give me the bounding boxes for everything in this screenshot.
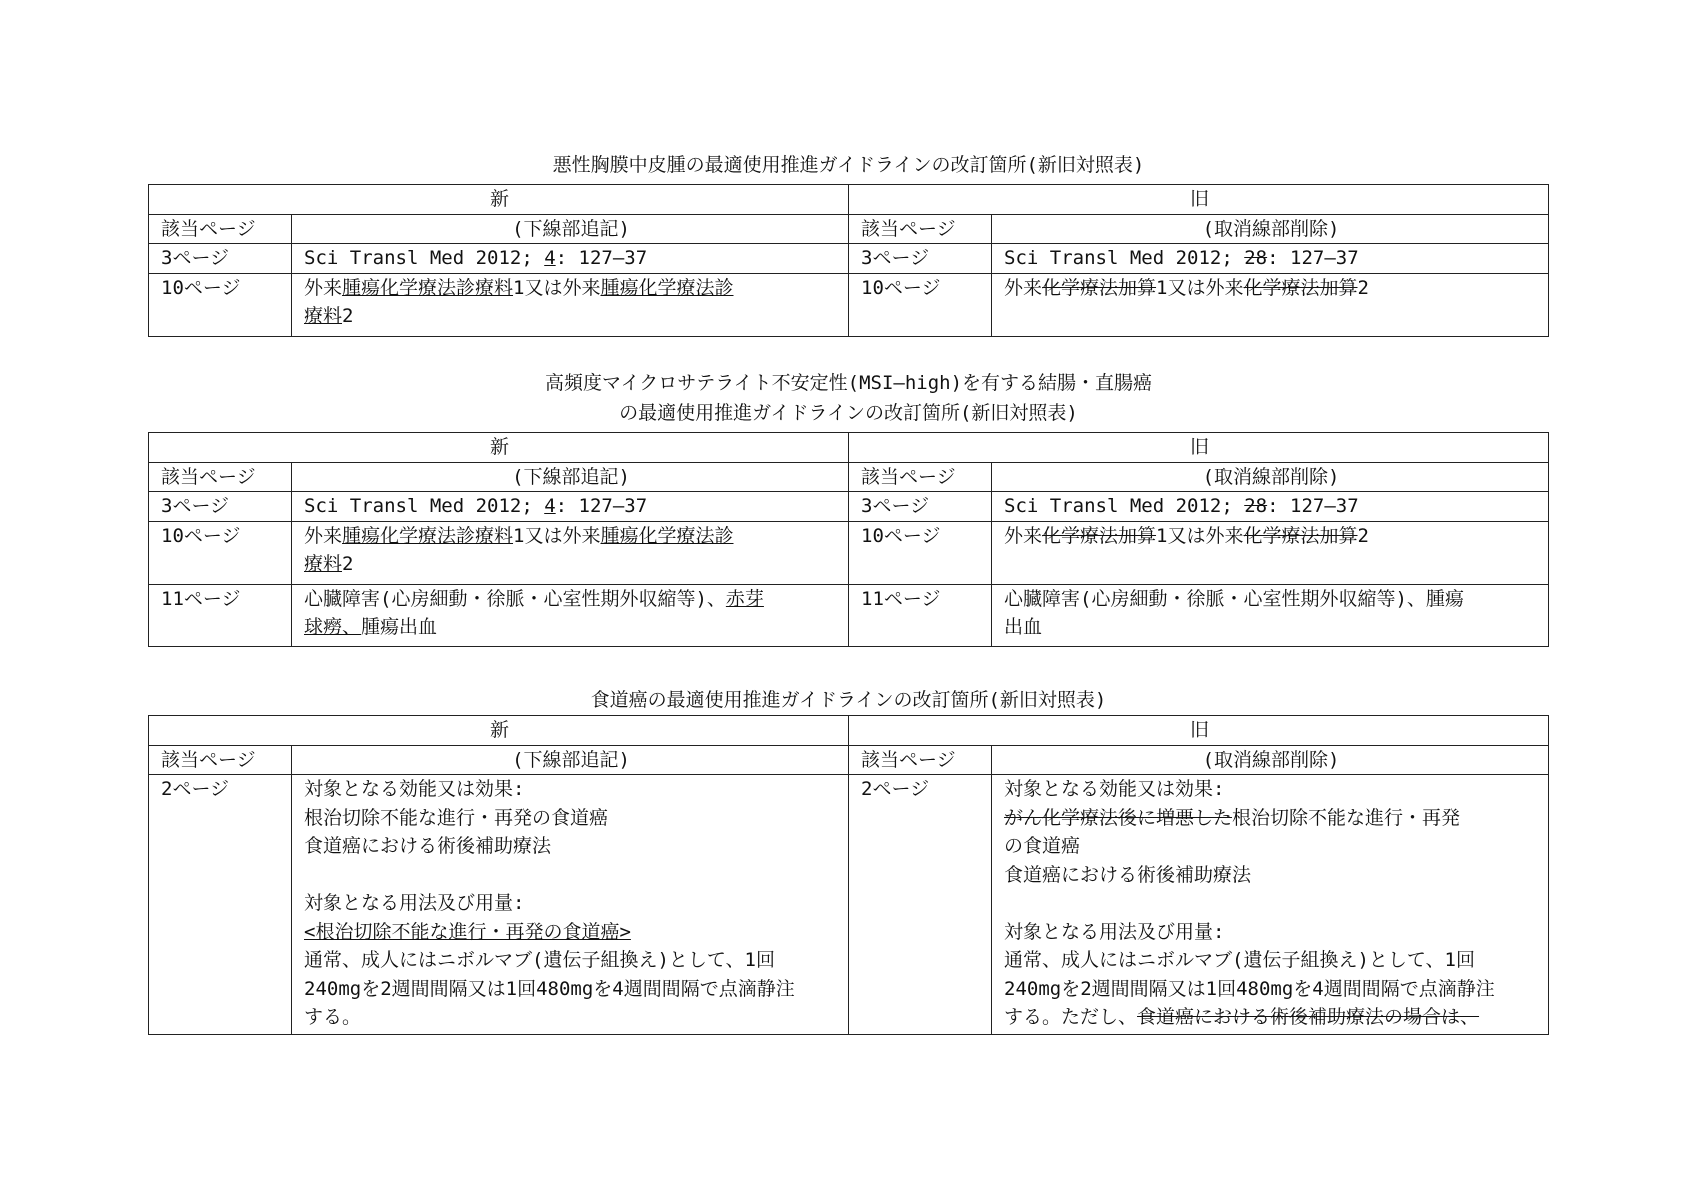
text-segment: : 127—37 (555, 247, 648, 269)
old-text-cell (992, 244, 1549, 274)
text-segment: 1又は外来 (1156, 276, 1244, 299)
old-page-cell: 3ページ (849, 244, 992, 274)
text-line (304, 889, 838, 918)
new-text-cell (292, 521, 849, 584)
deleted-text: 化学療法加算 (1243, 276, 1358, 299)
added-text: 療料 (304, 553, 343, 575)
old-note-label: (取消線部削除) (992, 214, 1549, 244)
text-line (1004, 492, 1538, 521)
title-line: の最適使用推進ガイドラインの改訂箇所(新旧対照表) (619, 402, 1078, 424)
deleted-text: 化学療法加算 (1042, 276, 1157, 299)
text-segment: 2 (342, 305, 354, 327)
table-row (149, 521, 1549, 584)
header-row (149, 185, 1549, 215)
page-column-label: 該当ページ (849, 745, 992, 775)
text-segment: 1又は外来 (513, 524, 601, 547)
text-line (304, 861, 838, 890)
text-line (1004, 274, 1538, 303)
old-text-cell (992, 492, 1549, 522)
new-text-cell (292, 244, 849, 274)
comparison-table (148, 715, 1549, 1035)
text-line (304, 946, 838, 975)
new-page-cell: 2ページ (149, 775, 292, 1035)
text-line (1004, 804, 1538, 833)
old-page-cell: 10ページ (849, 521, 992, 584)
text-segment: する。ただし、 (1004, 1006, 1138, 1028)
text-line (1004, 975, 1538, 1004)
new-note-label: (下線部追記) (292, 214, 849, 244)
text-segment: 外来 (1004, 276, 1043, 299)
table-title (148, 685, 1549, 715)
new-text-cell (292, 492, 849, 522)
table-row (149, 492, 1549, 522)
text-segment: 食道癌における術後補助療法 (1004, 863, 1252, 886)
text-segment: 240mgを2週間間隔又は1回480mgを4週間間隔で点滴静注 (1004, 977, 1495, 1000)
text-segment: 出血 (1004, 616, 1043, 638)
subheader-row (149, 462, 1549, 492)
text-line (304, 302, 838, 331)
added-text: 4 (544, 495, 556, 517)
text-segment: 対象となる効能又は効果: (304, 778, 525, 800)
text-segment: 通常、成人にはニボルマブ(遺伝子組換え)として、1回 (1004, 949, 1475, 971)
header-row (149, 716, 1549, 746)
new-page-cell: 10ページ (149, 273, 292, 336)
added-text: 4 (544, 247, 556, 269)
page-column-label: 該当ページ (849, 214, 992, 244)
text-line (304, 522, 838, 551)
text-segment: 2 (1357, 276, 1369, 299)
header-row (149, 433, 1549, 463)
text-segment: 2 (342, 553, 354, 575)
table-title (148, 150, 1549, 180)
page-column-label: 該当ページ (149, 214, 292, 244)
old-page-cell: 11ページ (849, 584, 992, 646)
text-line (1004, 832, 1538, 861)
new-page-cell: 11ページ (149, 584, 292, 646)
subheader-row (149, 214, 1549, 244)
added-text: 療料 (304, 305, 343, 327)
added-text: 赤芽 (725, 587, 764, 610)
text-line (304, 274, 838, 303)
text-line (1004, 613, 1538, 642)
deleted-text: 28 (1244, 495, 1268, 517)
text-segment: 2 (1357, 524, 1369, 547)
text-segment: : 127—37 (1267, 247, 1359, 269)
text-line (1004, 585, 1538, 614)
old-text-cell (992, 521, 1549, 584)
text-segment: 対象となる用法及び用量: (304, 892, 525, 914)
new-page-cell: 10ページ (149, 521, 292, 584)
text-line (1004, 918, 1538, 947)
new-text-cell (292, 584, 849, 646)
text-segment: Sci Transl Med 2012; (1004, 247, 1245, 269)
subheader-row (149, 745, 1549, 775)
text-segment: : 127—37 (555, 495, 648, 517)
text-segment: Sci Transl Med 2012; (1004, 495, 1245, 517)
old-text-cell (992, 775, 1549, 1035)
added-text: 腫瘍化学療法診 (600, 276, 734, 299)
text-segment: する。 (304, 1006, 362, 1028)
title-line: 高頻度マイクロサテライト不安定性(MSI—high)を有する結腸・直腸癌 (544, 372, 1153, 394)
new-note-label: (下線部追記) (292, 745, 849, 775)
added-text: <根治切除不能な進行・再発の食道癌> (304, 920, 631, 943)
old-column-header: 旧 (849, 185, 1549, 215)
text-segment: 腫瘍出血 (361, 616, 438, 638)
deleted-text: 化学療法加算 (1243, 524, 1358, 547)
table-row (149, 775, 1549, 1035)
text-line (1004, 522, 1538, 551)
text-line (1004, 889, 1538, 918)
deleted-text: がん化学療法後に増悪した (1004, 806, 1233, 829)
page-column-label: 該当ページ (149, 462, 292, 492)
old-page-cell: 2ページ (849, 775, 992, 1035)
comparison-table (148, 184, 1549, 337)
table-row (149, 584, 1549, 646)
text-segment: Sci Transl Med 2012; (304, 247, 545, 269)
text-segment: : 127—37 (1267, 495, 1359, 517)
text-segment: 通常、成人にはニボルマブ(遺伝子組換え)として、1回 (304, 949, 775, 971)
text-line (1004, 775, 1538, 804)
title-line: 食道癌の最適使用推進ガイドラインの改訂箇所(新旧対照表) (590, 689, 1107, 711)
old-page-cell: 3ページ (849, 492, 992, 522)
page-column-label: 該当ページ (149, 745, 292, 775)
old-note-label: (取消線部削除) (992, 462, 1549, 492)
text-line (1004, 244, 1538, 273)
text-line (304, 613, 838, 642)
text-segment: 食道癌における術後補助療法 (304, 835, 552, 857)
old-text-cell (992, 273, 1549, 336)
text-line (1004, 946, 1538, 975)
text-segment: 心臓障害(心房細動・徐脈・心室性期外収縮等)、 (304, 587, 726, 610)
text-segment: 外来 (1004, 524, 1043, 547)
deleted-text: 28 (1244, 247, 1268, 269)
text-segment: 対象となる用法及び用量: (1004, 920, 1225, 943)
text-segment: 外来 (304, 276, 343, 299)
text-line (304, 1003, 838, 1032)
title-line: 悪性胸膜中皮腫の最適使用推進ガイドラインの改訂箇所(新旧対照表) (552, 154, 1145, 176)
new-column-header: 新 (149, 185, 849, 215)
text-segment: 1又は外来 (513, 276, 601, 299)
text-segment: 心臓障害(心房細動・徐脈・心室性期外収縮等)、腫瘍 (1004, 587, 1464, 610)
text-line (304, 918, 838, 947)
deleted-text: 化学療法加算 (1042, 524, 1157, 547)
table-title (148, 368, 1549, 428)
text-line (1004, 1003, 1538, 1032)
text-line (304, 550, 838, 579)
new-text-cell (292, 273, 849, 336)
page-column-label: 該当ページ (849, 462, 992, 492)
text-segment: 根治切除不能な進行・再発の食道癌 (304, 806, 609, 829)
old-page-cell: 10ページ (849, 273, 992, 336)
text-line (304, 832, 838, 861)
new-page-cell: 3ページ (149, 492, 292, 522)
text-line (304, 804, 838, 833)
text-segment: 240mgを2週間間隔又は1回480mgを4週間間隔で点滴静注 (304, 977, 795, 1000)
added-text: 球癆、 (304, 616, 362, 638)
text-line (304, 975, 838, 1004)
new-note-label: (下線部追記) (292, 462, 849, 492)
comparison-table (148, 432, 1549, 647)
table-row (149, 244, 1549, 274)
new-page-cell: 3ページ (149, 244, 292, 274)
old-column-header: 旧 (849, 433, 1549, 463)
new-column-header: 新 (149, 433, 849, 463)
text-segment: 対象となる効能又は効果: (1004, 778, 1225, 800)
old-column-header: 旧 (849, 716, 1549, 746)
text-line (304, 775, 838, 804)
old-note-label: (取消線部削除) (992, 745, 1549, 775)
text-segment: 1又は外来 (1156, 524, 1244, 547)
text-line (1004, 861, 1538, 890)
text-segment: Sci Transl Med 2012; (304, 495, 545, 517)
new-column-header: 新 (149, 716, 849, 746)
new-text-cell (292, 775, 849, 1035)
text-line (304, 492, 838, 521)
deleted-text: 食道癌における術後補助療法の場合は、 (1137, 1006, 1480, 1028)
added-text: 腫瘍化学療法診療料 (342, 524, 514, 547)
text-segment: の食道癌 (1004, 835, 1081, 857)
added-text: 腫瘍化学療法診 (600, 524, 734, 547)
text-segment: 外来 (304, 524, 343, 547)
added-text: 腫瘍化学療法診療料 (342, 276, 514, 299)
text-line (304, 585, 838, 614)
text-segment: 根治切除不能な進行・再発 (1232, 806, 1461, 829)
table-row (149, 273, 1549, 336)
text-line (304, 244, 838, 273)
old-text-cell (992, 584, 1549, 646)
